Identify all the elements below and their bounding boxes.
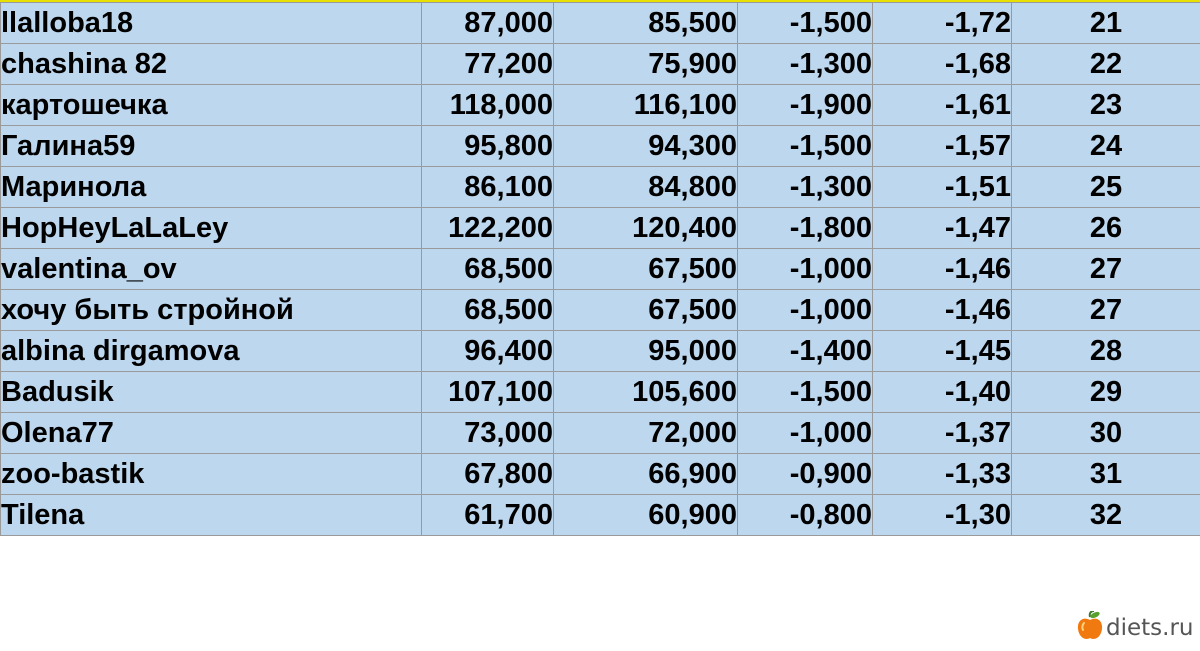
rank-number: 23 [1012, 85, 1200, 126]
start-weight: 107,100 [422, 372, 554, 413]
weight-change: -1,300 [738, 167, 873, 208]
percent-change: -1,68 [873, 44, 1012, 85]
rank-number: 21 [1012, 3, 1200, 44]
percent-change: -1,51 [873, 167, 1012, 208]
percent-change: -1,61 [873, 85, 1012, 126]
rank-number: 28 [1012, 331, 1200, 372]
table-row [1, 495, 1200, 536]
table-row [1, 208, 1200, 249]
watermark-text: diets.ru [1106, 615, 1194, 641]
participant-name: HopHeyLaLaLey [1, 208, 422, 249]
current-weight: 67,500 [554, 249, 738, 290]
participant-name: Галина59 [1, 126, 422, 167]
start-weight: 118,000 [422, 85, 554, 126]
weight-change: -1,400 [738, 331, 873, 372]
participant-name: картошечка [1, 85, 422, 126]
participant-name: chashina 82 [1, 44, 422, 85]
current-weight: 60,900 [554, 495, 738, 536]
weight-change: -1,500 [738, 372, 873, 413]
current-weight: 94,300 [554, 126, 738, 167]
weight-change: -0,800 [738, 495, 873, 536]
rank-number: 27 [1012, 290, 1200, 331]
table-row [1, 454, 1200, 495]
table-row [1, 126, 1200, 167]
current-weight: 84,800 [554, 167, 738, 208]
weight-change: -1,800 [738, 208, 873, 249]
start-weight: 87,000 [422, 3, 554, 44]
participant-name: Badusik [1, 372, 422, 413]
current-weight: 67,500 [554, 290, 738, 331]
rank-number: 27 [1012, 249, 1200, 290]
rank-number: 24 [1012, 126, 1200, 167]
start-weight: 96,400 [422, 331, 554, 372]
participant-name: Olena77 [1, 413, 422, 454]
weight-change: -1,000 [738, 249, 873, 290]
participant-name: хочу быть стройной [1, 290, 422, 331]
start-weight: 68,500 [422, 290, 554, 331]
participant-name: zoo-bastik [1, 454, 422, 495]
participant-name: Tilena [1, 495, 422, 536]
table-row [1, 413, 1200, 454]
current-weight: 116,100 [554, 85, 738, 126]
start-weight: 77,200 [422, 44, 554, 85]
table-row [1, 167, 1200, 208]
table-row [1, 249, 1200, 290]
table-body [1, 3, 1200, 536]
percent-change: -1,57 [873, 126, 1012, 167]
percent-change: -1,30 [873, 495, 1012, 536]
current-weight: 66,900 [554, 454, 738, 495]
participant-name: albina dirgamova [1, 331, 422, 372]
current-weight: 95,000 [554, 331, 738, 372]
table-row [1, 85, 1200, 126]
weight-change: -1,000 [738, 413, 873, 454]
percent-change: -1,37 [873, 413, 1012, 454]
weight-change: -1,500 [738, 3, 873, 44]
rank-number: 31 [1012, 454, 1200, 495]
start-weight: 95,800 [422, 126, 554, 167]
table-row [1, 290, 1200, 331]
current-weight: 72,000 [554, 413, 738, 454]
start-weight: 68,500 [422, 249, 554, 290]
current-weight: 85,500 [554, 3, 738, 44]
apple-icon [1077, 611, 1103, 646]
table-row [1, 331, 1200, 372]
percent-change: -1,40 [873, 372, 1012, 413]
diets-ru-watermark [1077, 612, 1194, 644]
weight-change: -1,500 [738, 126, 873, 167]
weight-change: -0,900 [738, 454, 873, 495]
rank-number: 32 [1012, 495, 1200, 536]
rank-number: 25 [1012, 167, 1200, 208]
percent-change: -1,47 [873, 208, 1012, 249]
start-weight: 122,200 [422, 208, 554, 249]
current-weight: 75,900 [554, 44, 738, 85]
weight-change: -1,000 [738, 290, 873, 331]
percent-change: -1,46 [873, 249, 1012, 290]
current-weight: 120,400 [554, 208, 738, 249]
results-table [0, 2, 1200, 536]
percent-change: -1,72 [873, 3, 1012, 44]
percent-change: -1,46 [873, 290, 1012, 331]
rank-number: 26 [1012, 208, 1200, 249]
participant-name: llalloba18 [1, 3, 422, 44]
percent-change: -1,45 [873, 331, 1012, 372]
start-weight: 67,800 [422, 454, 554, 495]
table-row [1, 44, 1200, 85]
rank-number: 22 [1012, 44, 1200, 85]
table-row [1, 372, 1200, 413]
participant-name: valentina_ov [1, 249, 422, 290]
start-weight: 61,700 [422, 495, 554, 536]
start-weight: 73,000 [422, 413, 554, 454]
participant-name: Маринола [1, 167, 422, 208]
start-weight: 86,100 [422, 167, 554, 208]
rank-number: 29 [1012, 372, 1200, 413]
weight-change: -1,300 [738, 44, 873, 85]
table-row [1, 3, 1200, 44]
current-weight: 105,600 [554, 372, 738, 413]
percent-change: -1,33 [873, 454, 1012, 495]
weight-change: -1,900 [738, 85, 873, 126]
rank-number: 30 [1012, 413, 1200, 454]
